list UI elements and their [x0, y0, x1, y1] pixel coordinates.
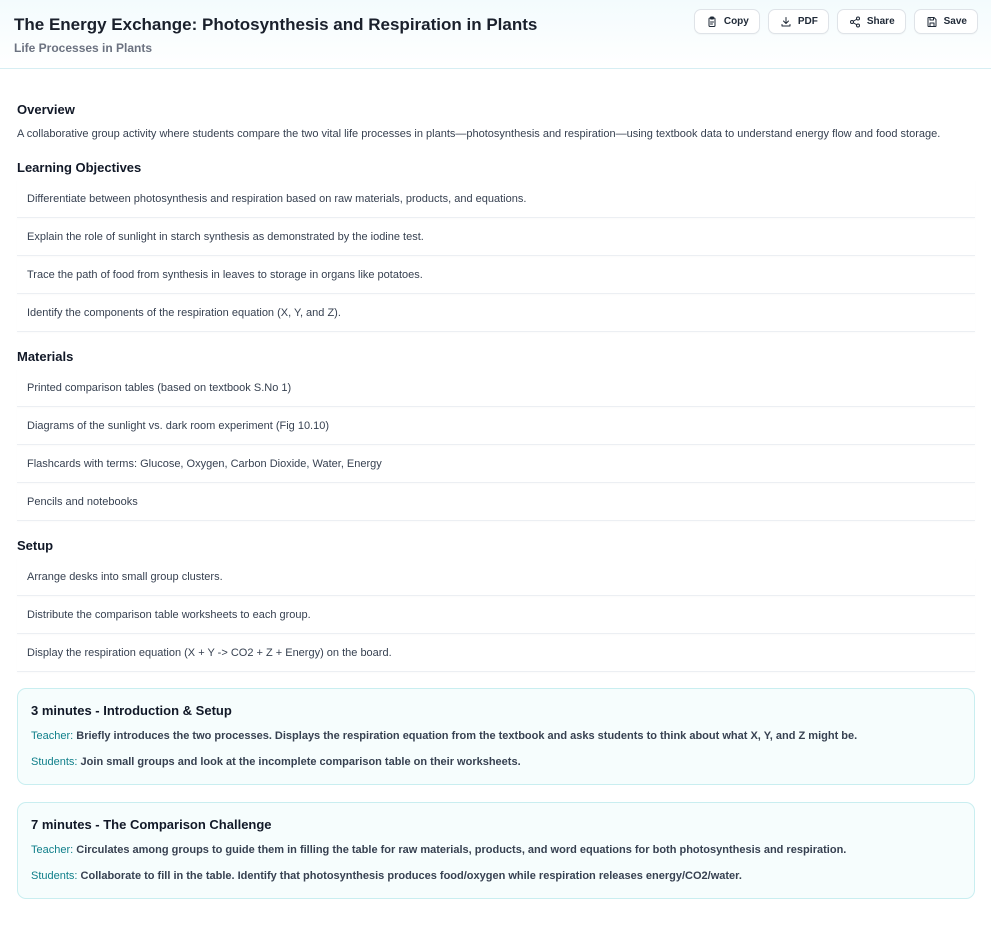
- page-subtitle: Life Processes in Plants: [14, 41, 153, 55]
- timeline-card: [17, 688, 975, 785]
- overview-heading: Overview: [17, 102, 75, 117]
- share-icon: [849, 16, 861, 28]
- page-title: The Energy Exchange: Photosynthesis and Respiration in Plants: [14, 15, 538, 34]
- teacher-line: [31, 729, 961, 744]
- objective-item: Explain the role of sunlight in starch synthesis as demonstrated by the iodine test.: [17, 218, 975, 256]
- timeline-card-title: 7 minutes - The Comparison Challenge: [31, 817, 272, 832]
- lesson-content: [17, 69, 975, 899]
- timeline-card-title: 3 minutes - Introduction & Setup: [31, 703, 232, 718]
- save-button[interactable]: [914, 9, 978, 34]
- material-item: Printed comparison tables (based on textbook S.No 1): [17, 369, 975, 407]
- setup-item: Display the respiration equation (X + Y -> CO2 + Z + Energy) on the board.: [17, 634, 975, 672]
- materials-heading: Materials: [17, 349, 74, 364]
- material-item: Diagrams of the sunlight vs. dark room experiment (Fig 10.10): [17, 407, 975, 445]
- overview-text: A collaborative group activity where students compare the two vital life processes in plants—photosynthesis and respiration—using textbook data to understand energy flow and food storage.: [17, 128, 941, 140]
- teacher-line: [31, 843, 961, 858]
- students-line: [31, 869, 961, 884]
- objective-item: Trace the path of food from synthesis in leaves to storage in organs like potatoes.: [17, 256, 975, 294]
- save-icon: [926, 16, 938, 28]
- students-line: [31, 755, 961, 770]
- download-icon: [780, 16, 792, 28]
- pdf-button-label: PDF: [797, 16, 818, 27]
- teacher-text: Briefly introduces the two processes. Displays the respiration equation from the textbook and asks students to think about what X, Y, and Z might be.: [76, 730, 858, 742]
- save-button-label: Save: [943, 16, 967, 27]
- setup-list: [17, 558, 975, 672]
- objectives-heading: Learning Objectives: [17, 160, 142, 175]
- setup-item: Distribute the comparison table worksheets to each group.: [17, 596, 975, 634]
- objective-item: Differentiate between photosynthesis and respiration based on raw materials, products, and equations.: [17, 180, 975, 218]
- toolbar: [694, 9, 978, 34]
- students-label: Students:: [31, 756, 78, 768]
- copy-button[interactable]: [694, 9, 760, 34]
- material-item: Pencils and notebooks: [17, 483, 975, 521]
- copy-button-label: Copy: [723, 16, 749, 27]
- students-text: Collaborate to fill in the table. Identify that photosynthesis produces food/oxygen while respiration releases energy/CO2/water.: [80, 870, 742, 882]
- objective-item: Identify the components of the respiration equation (X, Y, and Z).: [17, 294, 975, 332]
- timeline-card: [17, 802, 975, 899]
- pdf-button[interactable]: [768, 9, 829, 34]
- setup-heading: Setup: [17, 538, 54, 553]
- students-label: Students:: [31, 870, 78, 882]
- materials-list: [17, 369, 975, 521]
- clipboard-icon: [706, 16, 718, 28]
- page-header: [0, 0, 991, 69]
- teacher-label: Teacher:: [31, 730, 74, 742]
- share-button-label: Share: [866, 16, 895, 27]
- objectives-list: [17, 180, 975, 332]
- teacher-label: Teacher:: [31, 844, 74, 856]
- share-button[interactable]: [837, 9, 906, 34]
- teacher-text: Circulates among groups to guide them in filling the table for raw materials, products, and word equations for both photosynthesis and respiration.: [76, 844, 847, 856]
- setup-item: Arrange desks into small group clusters.: [17, 558, 975, 596]
- students-text: Join small groups and look at the incomplete comparison table on their worksheets.: [80, 756, 521, 768]
- material-item: Flashcards with terms: Glucose, Oxygen, Carbon Dioxide, Water, Energy: [17, 445, 975, 483]
